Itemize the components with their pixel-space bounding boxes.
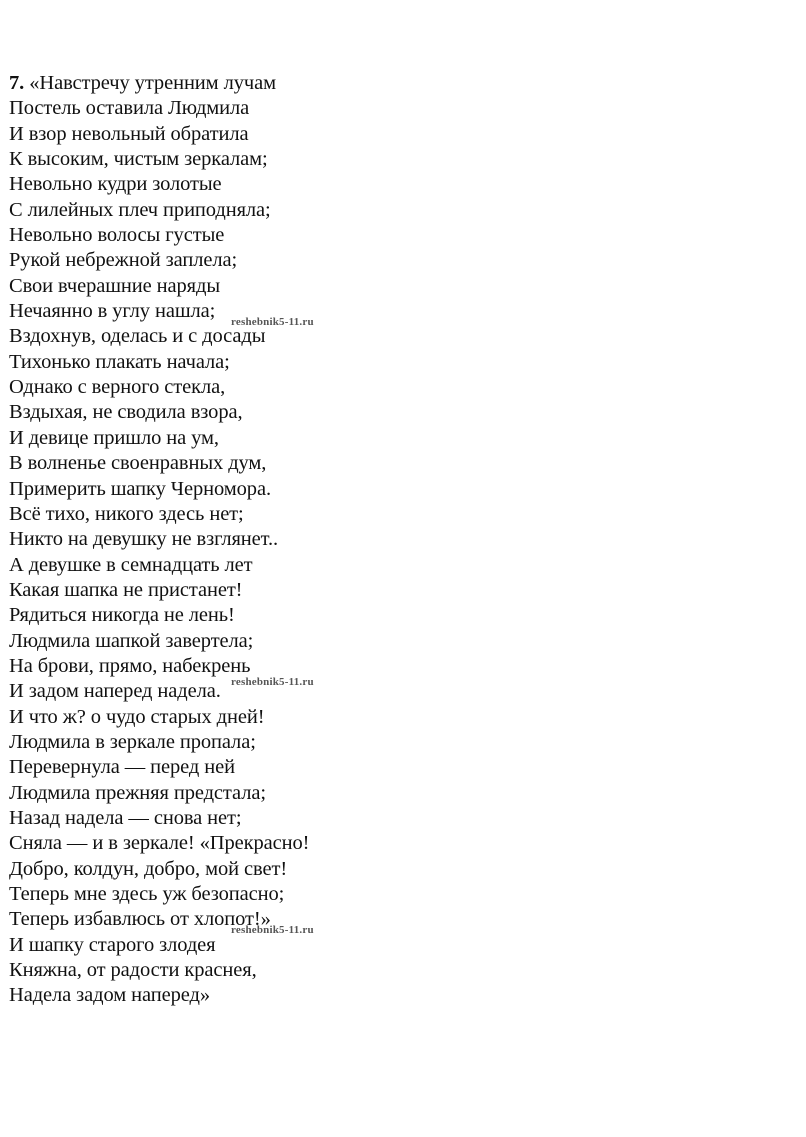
- watermark: reshebnik5-11.ru: [231, 316, 314, 328]
- poem-line: Княжна, от радости краснея,: [9, 959, 257, 982]
- poem-line: Никто на девушку не взглянет..: [9, 528, 279, 551]
- poem-line: А девушке в семнадцать лет: [9, 553, 253, 576]
- poem-line: Людмила в зеркале пропала;: [9, 730, 256, 753]
- poem-line: И что ж? о чудо старых дней!: [9, 705, 265, 728]
- poem-line: Тихонько плакать начала;: [9, 350, 230, 373]
- poem-line: Свои вчерашние наряды: [9, 274, 221, 297]
- poem-line: На брови, прямо, набекрень: [9, 654, 251, 677]
- poem-line: Назад надела — снова нет;: [9, 806, 242, 829]
- watermark: reshebnik5-11.ru: [231, 924, 314, 936]
- poem-line: С лилейных плеч приподняла;: [9, 198, 271, 221]
- poem-line: К высоким, чистым зеркалам;: [9, 148, 268, 171]
- poem-line: Людмила прежняя предстала;: [9, 781, 266, 804]
- poem-line: И девице пришло на ум,: [9, 426, 219, 449]
- poem-line: Перевернула — перед ней: [9, 756, 236, 779]
- exercise-number: 7.: [9, 72, 25, 94]
- poem-text: [9, 71, 389, 1009]
- poem-line: Теперь мне здесь уж безопасно;: [9, 883, 285, 905]
- poem-line: Всё тихо, никого здесь нет;: [9, 502, 244, 525]
- poem-line: Вздохнув, оделась и с досады: [9, 325, 266, 348]
- poem-line: И шапку старого злодея: [9, 933, 216, 956]
- poem-line: Рядиться никогда не лень!: [9, 604, 235, 627]
- poem-line: Однако с верного стекла,: [9, 376, 226, 399]
- poem-line: Невольно кудри золотые: [9, 173, 222, 196]
- poem-line: Примерить шапку Черномора.: [9, 477, 271, 500]
- watermark: reshebnik5-11.ru: [231, 676, 314, 688]
- poem-line: «Навстречу утренним лучам: [29, 72, 276, 94]
- poem-line: И задом наперед надела.: [9, 680, 221, 703]
- poem-line: Надела задом наперед»: [9, 984, 210, 1007]
- poem-line: Постель оставила Людмила: [9, 97, 250, 120]
- poem-line: В волненье своенравных дум,: [9, 452, 267, 475]
- poem-line: Добро, колдун, добро, мой свет!: [9, 857, 288, 880]
- poem-line: Сняла — и в зеркале! «Прекрасно!: [9, 832, 310, 855]
- poem-line: Невольно волосы густые: [9, 224, 225, 247]
- poem-first-line: [9, 71, 389, 96]
- poem-line: Людмила шапкой завертела;: [9, 629, 254, 652]
- poem-line: Теперь избавлюсь от хлопот!»: [9, 908, 271, 931]
- poem-line: Какая шапка не пристанет!: [9, 578, 243, 601]
- poem-line: И взор невольный обратила: [9, 122, 249, 145]
- poem-line: Нечаянно в углу нашла;: [9, 300, 216, 323]
- poem-line: Вздыхая, не сводила взора,: [9, 401, 243, 424]
- poem-line: Рукой небрежной заплела;: [9, 249, 238, 272]
